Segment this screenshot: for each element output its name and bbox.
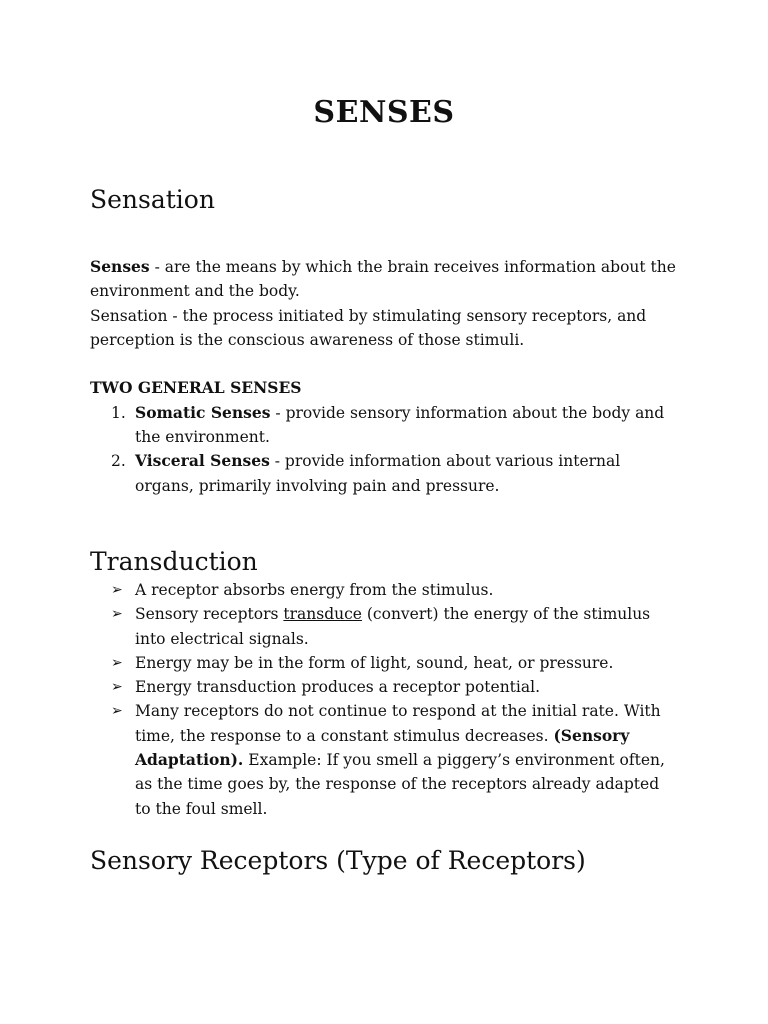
arrow-bullet-icon: ➢ [111, 703, 123, 720]
senses-term: Senses [90, 257, 150, 276]
sensory-adaptation-term: (Sensory Adaptation). [135, 725, 630, 770]
arrow-bullet-icon: ➢ [111, 654, 123, 671]
two-general-senses-heading: TWO GENERAL SENSES [90, 378, 302, 398]
arrow-bullet-icon: ➢ [111, 679, 123, 696]
list-item-text-before: Many receptors do not continue to respond at the initial rate. With time, the response to a constant stimulus decreases. [135, 702, 661, 745]
arrow-bullet-icon: ➢ [111, 581, 123, 598]
list-item [90, 578, 678, 602]
transduce-underlined-term: transduce [283, 605, 362, 624]
list-item-text-after: (convert) the energy of the stimulus into electrical signals. [135, 605, 651, 648]
senses-definition-text: - are the means by which the brain receives information about the environment and the body. [90, 258, 676, 301]
somatic-senses-term: Somatic Senses [135, 402, 271, 422]
visceral-senses-text: - provide information about various internal organs, primarily involving pain and pressure. [135, 452, 621, 495]
somatic-senses-text: - provide sensory information about the body and the environment. [135, 403, 665, 447]
visceral-senses-term: Visceral Senses [135, 451, 270, 471]
sensation-definition: Sensation - the process initiated by stimulating sensory receptors, and perception is the conscious awareness of those stimuli. [90, 306, 647, 349]
list-item [90, 675, 678, 699]
list-item-text-after: Example: If you smell a piggery’s environment often, as the time goes by, the response of the receptors already adapted to the foul smell. [135, 751, 665, 818]
list-item-text-before: Sensory receptors [135, 605, 284, 624]
document-title: SENSES [313, 95, 455, 130]
section-heading-sensory-receptors: Sensory Receptors (Type of Receptors) [90, 845, 586, 875]
list-item-text: Energy transduction produces a receptor potential. [135, 678, 540, 697]
senses-definition [90, 255, 678, 304]
list-item [90, 699, 678, 820]
transduction-list [90, 578, 678, 821]
list-item-text: A receptor absorbs energy from the stimulus. [135, 580, 494, 599]
list-item-somatic-senses [90, 401, 678, 450]
list-item [90, 651, 678, 675]
general-senses-list [90, 401, 678, 498]
list-item-visceral-senses [90, 449, 678, 498]
list-number: 2. [111, 452, 126, 471]
arrow-bullet-icon: ➢ [111, 606, 123, 623]
section-heading-sensation: Sensation [90, 185, 215, 214]
section-heading-transduction: Transduction [90, 546, 258, 576]
list-item-text: Energy may be in the form of light, sound, heat, or pressure. [135, 653, 614, 672]
list-number: 1. [111, 403, 126, 422]
list-item [90, 602, 678, 651]
